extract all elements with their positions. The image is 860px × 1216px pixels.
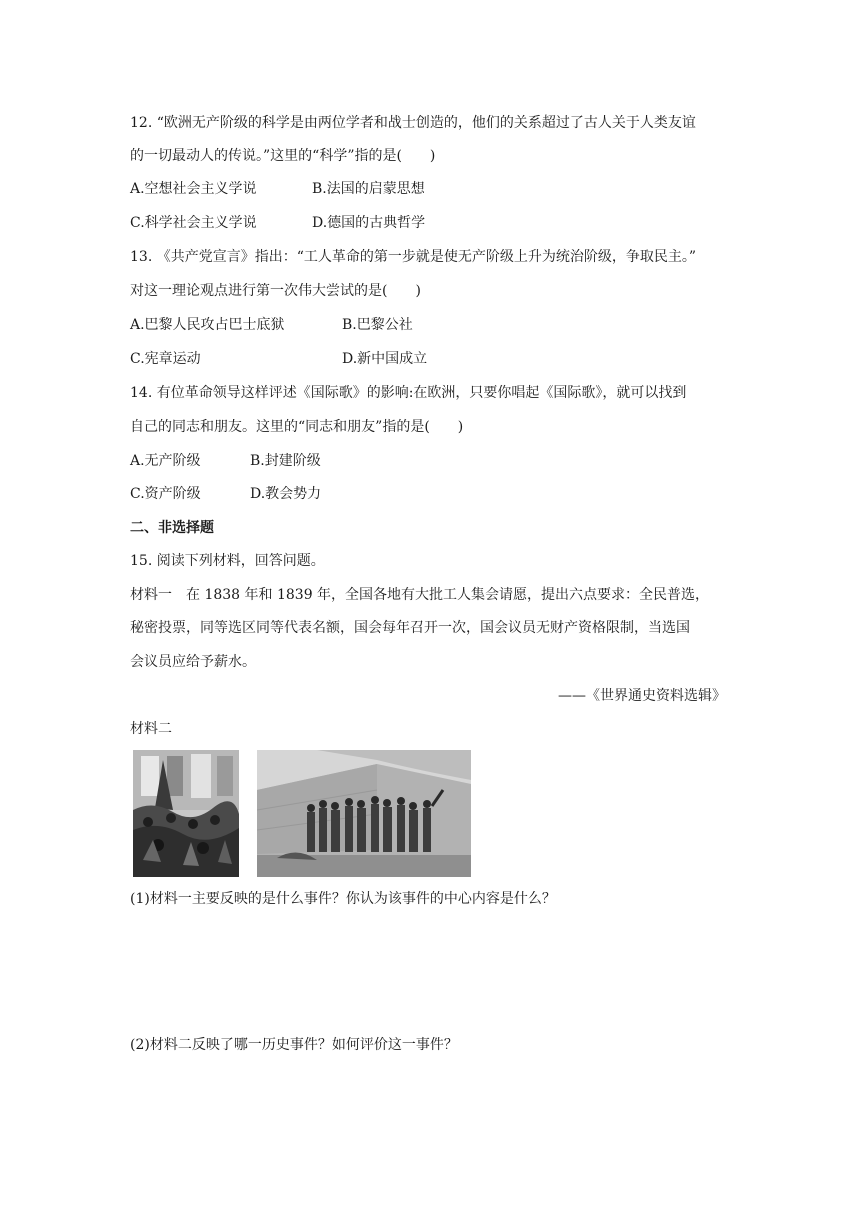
q14-option-d: D.教会势力 <box>250 486 322 502</box>
material1-line3: 会议员应给予薪水。 <box>130 654 256 670</box>
q14-option-a: A.无产阶级 <box>130 453 201 469</box>
material1-line2: 秘密投票，同等选区同等代表名额，国会每年召开一次，国会议员无财产资格限制，当选国 <box>130 620 690 636</box>
q15-subquestion-2: (2)材料二反映了哪一历史事件？如何评价这一事件？ <box>130 1037 458 1053</box>
material2-label: 材料二 <box>130 721 172 737</box>
q13-option-b: B.巴黎公社 <box>342 317 413 333</box>
q14-stem-line1: 14. 有位革命领导这样评述《国际歌》的影响:在欧洲，只要你唱起《国际歌》，就可以找到 <box>130 385 687 401</box>
q15-stem: 15. 阅读下列材料，回答问题。 <box>130 553 325 569</box>
material1-source: ——《世界通史资料选辑》 <box>558 688 726 704</box>
q12-stem-line1: 12. “欧洲无产阶级的科学是由两位学者和战士创造的，他们的关系超过了古人关于人类友谊 <box>130 115 696 131</box>
section-title: 二、非选择题 <box>130 520 214 536</box>
q12-option-b: B.法国的启蒙思想 <box>312 181 425 197</box>
q15-subquestion-1: (1)材料一主要反映的是什么事件？你认为该事件的中心内容是什么？ <box>130 891 556 907</box>
material1-line1: 材料一 在 1838 年和 1839 年，全国各地有大批工人集会请愿，提出六点要求：全民普选， <box>130 587 710 603</box>
q12-option-c: C.科学社会主义学说 <box>130 215 257 231</box>
material2-image-wall <box>257 750 471 877</box>
q13-option-d: D.新中国成立 <box>342 351 428 367</box>
q12-stem-line2: 的一切最动人的传说。”这里的“科学”指的是( ) <box>130 148 436 164</box>
q12-option-a: A.空想社会主义学说 <box>130 181 257 197</box>
q12-option-d: D.德国的古典哲学 <box>312 215 426 231</box>
q13-option-a: A.巴黎人民攻占巴士底狱 <box>130 317 285 333</box>
q14-stem-line2: 自己的同志和朋友。这里的“同志和朋友”指的是( ) <box>130 419 464 435</box>
q14-option-c: C.资产阶级 <box>130 486 201 502</box>
q14-option-b: B.封建阶级 <box>250 453 321 469</box>
q13-option-c: C.宪章运动 <box>130 351 201 367</box>
q13-stem-line2: 对这一理论观点进行第一次伟大尝试的是( ) <box>130 283 421 299</box>
q13-stem-line1: 13. 《共产党宣言》指出：“工人革命的第一步就是使无产阶级上升为统治阶级，争取民主。” <box>130 249 697 265</box>
material2-image-crowd <box>133 750 239 877</box>
